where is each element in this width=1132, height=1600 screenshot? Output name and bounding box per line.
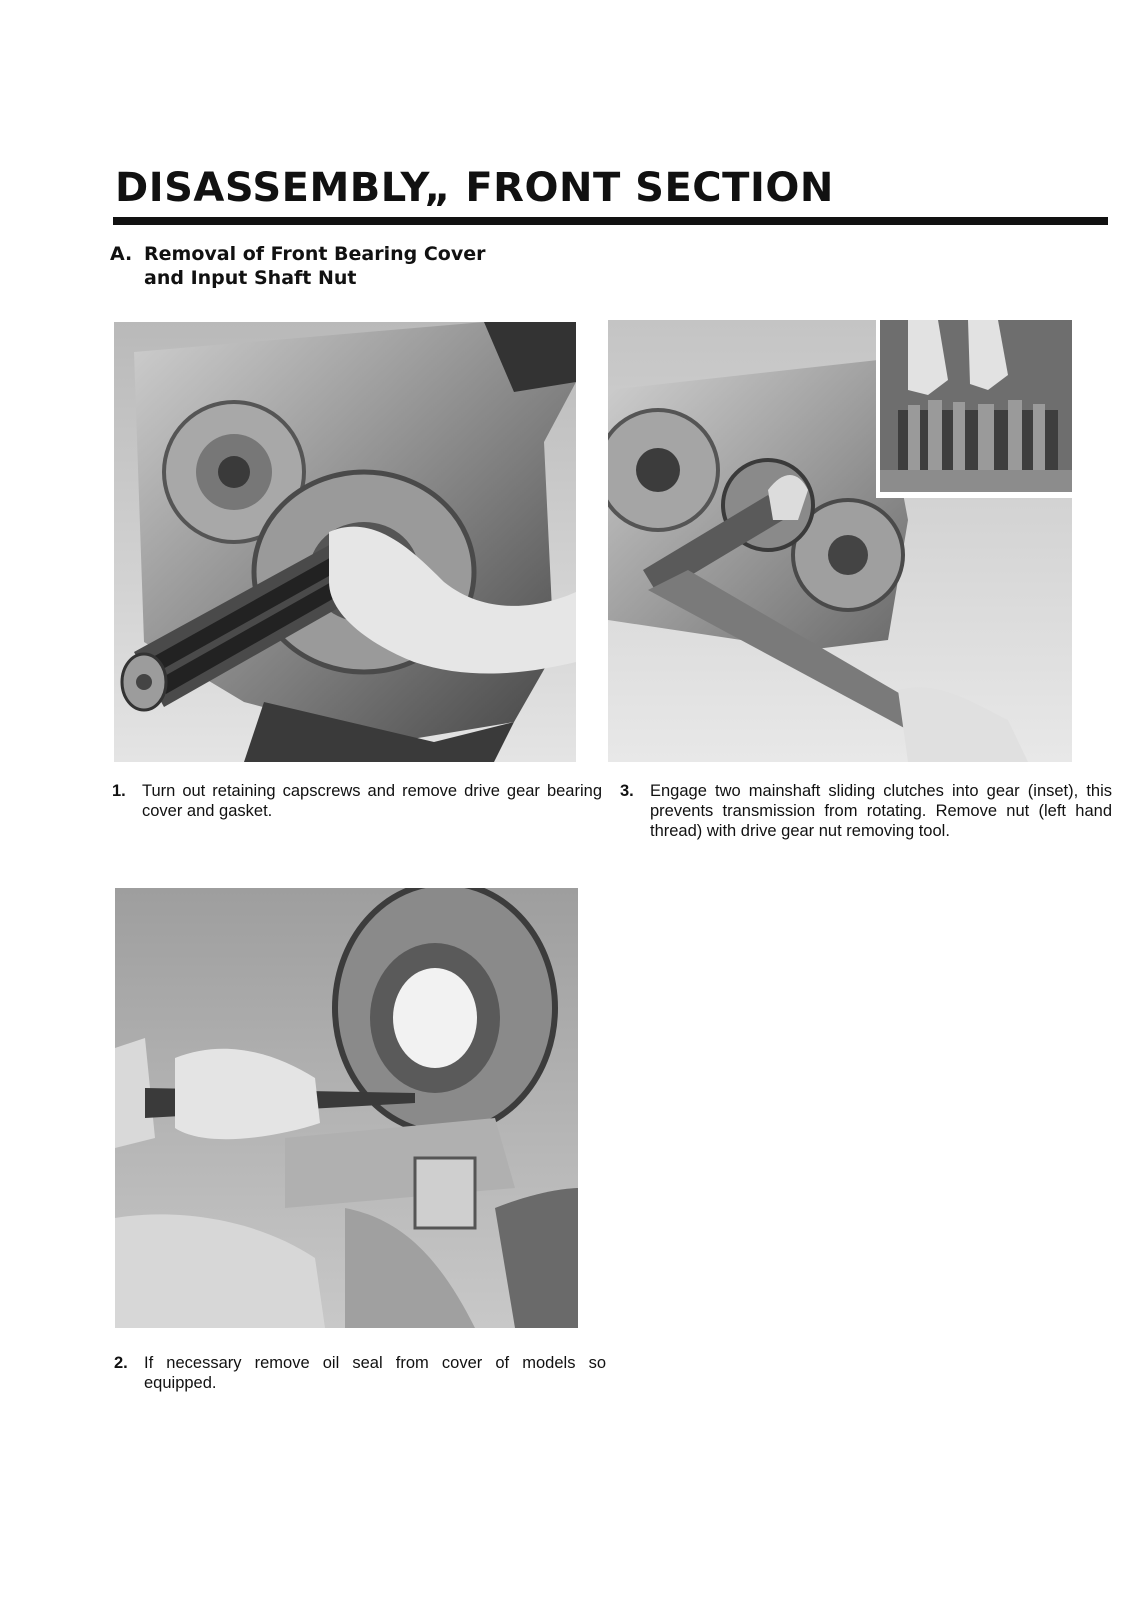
figure-1-number: 1. <box>112 782 126 800</box>
page-title: DISASSEMBLY„ FRONT SECTION <box>115 165 834 211</box>
caption-figure-3 <box>620 781 1112 841</box>
figure-3-number: 3. <box>620 782 634 800</box>
figure-3-caption-text: Engage two mainshaft sliding clutches into gear (inset), this prevents transmission from rotating. Remove nut (left hand thread) with drive gear nut removing tool. <box>650 782 1112 840</box>
figure-2-number: 2. <box>114 1354 128 1372</box>
section-heading-line2: and Input Shaft Nut <box>144 267 357 289</box>
photo-figure-1 <box>114 322 576 762</box>
section-heading <box>110 242 486 290</box>
figure-1-caption-text: Turn out retaining capscrews and remove drive gear bearing cover and gasket. <box>142 782 602 820</box>
caption-figure-2 <box>114 1353 606 1393</box>
figure-2-caption-text: If necessary remove oil seal from cover of models so equipped. <box>144 1354 606 1392</box>
section-heading-line1: Removal of Front Bearing Cover <box>144 243 486 265</box>
photo-figure-2 <box>115 888 578 1328</box>
photo-figure-3 <box>608 320 1072 762</box>
caption-figure-1 <box>112 781 602 821</box>
section-label: A. <box>110 243 133 265</box>
title-rule <box>113 217 1108 225</box>
